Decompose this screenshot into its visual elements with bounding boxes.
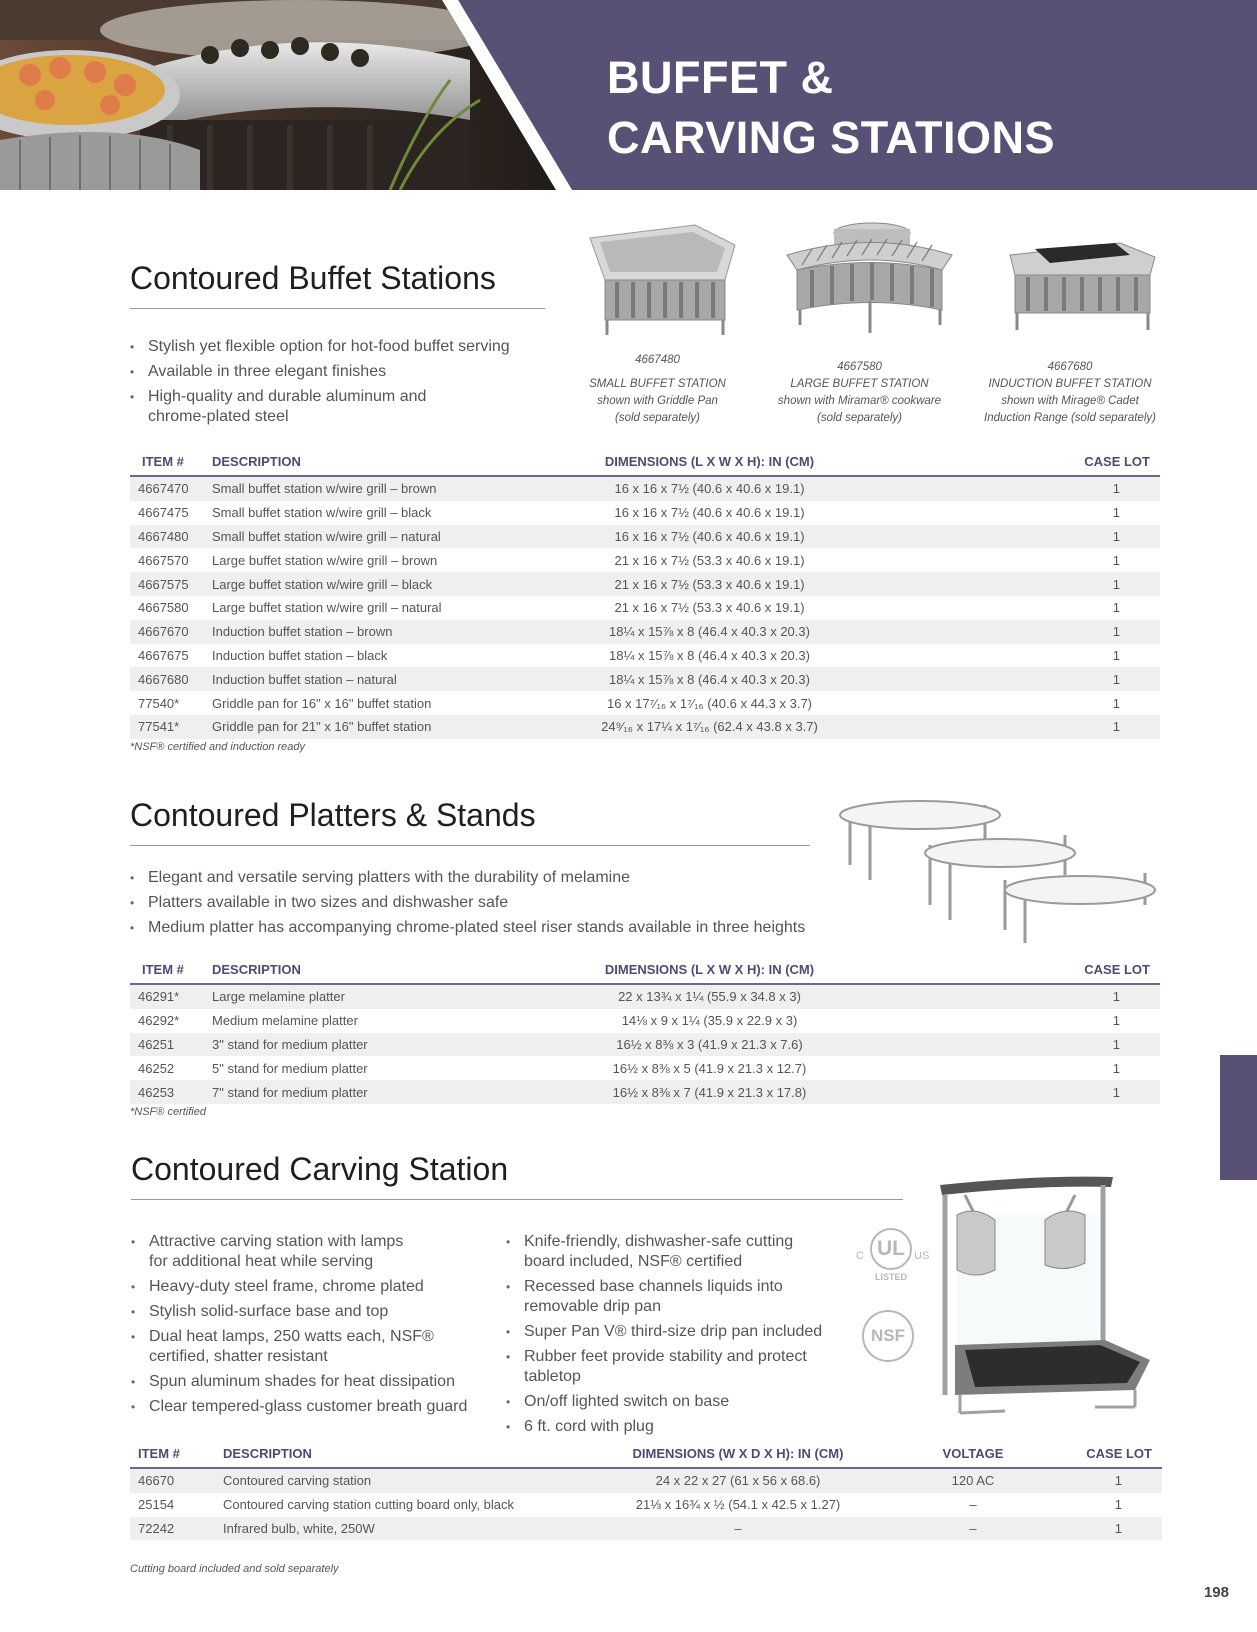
cell-description: Large buffet station w/wire grill – black bbox=[212, 572, 547, 596]
section-side-tab bbox=[1220, 1055, 1257, 1180]
cell-dimensions: 18¼ x 15⅞ x 8 (46.4 x 40.3 x 20.3) bbox=[547, 667, 872, 691]
cell-voltage: – bbox=[969, 1497, 977, 1513]
product-name: INDUCTION BUFFET STATION bbox=[988, 378, 1152, 390]
cell-item: 72242 bbox=[130, 1517, 223, 1541]
product-note: (sold separately) bbox=[614, 412, 700, 424]
bullet-item: • Medium platter has accompanying chrome-plated steel riser stands available in three heights bbox=[130, 918, 830, 938]
cell-item: 46292* bbox=[138, 1013, 180, 1029]
cell-case-lot: 1 bbox=[872, 1080, 1160, 1104]
table-row bbox=[130, 691, 1160, 715]
cell-dimensions: 24⁹⁄₁₆ x 17¼ x 1⁷⁄₁₆ (62.4 x 43.8 x 3.7) bbox=[547, 715, 872, 739]
platters-section-title: Contoured Platters & Stands bbox=[130, 797, 536, 833]
buffet-footnote: *NSF® certified and induction ready bbox=[130, 741, 306, 753]
product-note: Induction Range (sold separately) bbox=[984, 412, 1156, 424]
buffet-table-body bbox=[130, 476, 1160, 739]
cell-dimensions: 16½ x 8⅜ x 5 (41.9 x 21.3 x 12.7) bbox=[612, 1060, 807, 1076]
cell-item: 46291* bbox=[130, 984, 212, 1009]
table-row bbox=[130, 620, 1160, 644]
platters-title-rule bbox=[130, 845, 810, 846]
ul-us-label: US bbox=[914, 1250, 930, 1262]
bullet-item: • Knife-friendly, dishwasher-safe cutting board included, NSF® certified bbox=[506, 1232, 814, 1272]
cell-case-lot: 1 bbox=[1112, 1013, 1120, 1029]
ul-c-label: C bbox=[856, 1250, 864, 1262]
product-caption-small bbox=[570, 352, 745, 427]
ul-mark: UL bbox=[870, 1228, 912, 1270]
cell-dimensions: 21 x 16 x 7½ (53.3 x 40.6 x 19.1) bbox=[614, 600, 805, 616]
table-row bbox=[130, 596, 1160, 620]
cell-description: Induction buffet station – black bbox=[212, 647, 388, 663]
col-header-item: ITEM # bbox=[130, 959, 212, 984]
col-header-description: DESCRIPTION bbox=[212, 959, 547, 984]
cell-dimensions: 21⅓ x 16¾ x ½ (54.1 x 42.5 x 1.27) bbox=[635, 1497, 841, 1513]
bullet-item: • 6 ft. cord with plug bbox=[506, 1417, 841, 1437]
cell-item: 4667470 bbox=[130, 476, 212, 501]
bullet-item: • Dual heat lamps, 250 watts each, NSF® certified, shatter resistant bbox=[131, 1327, 439, 1367]
cell-case-lot: 1 bbox=[1112, 552, 1120, 568]
table-row bbox=[130, 525, 1160, 549]
cell-item: 77541* bbox=[130, 715, 212, 739]
cell-item: 4667480 bbox=[130, 525, 212, 549]
ul-listed-icon bbox=[856, 1228, 936, 1298]
col-header-description: DESCRIPTION bbox=[223, 1443, 583, 1468]
product-note: shown with Mirage® Cadet bbox=[1001, 395, 1139, 407]
table-row bbox=[130, 984, 1160, 1009]
cell-item: 4667575 bbox=[130, 572, 212, 596]
cell-description: 7" stand for medium platter bbox=[212, 1080, 547, 1104]
table-row bbox=[130, 1080, 1160, 1104]
buffet-title-rule bbox=[130, 308, 545, 309]
product-name: SMALL BUFFET STATION bbox=[589, 378, 726, 390]
carving-title-rule bbox=[131, 1199, 903, 1200]
cell-dimensions: 18¼ x 15⅞ x 8 (46.4 x 40.3 x 20.3) bbox=[547, 620, 872, 644]
table-row bbox=[130, 644, 1160, 668]
platters-footnote: *NSF® certified bbox=[130, 1106, 206, 1118]
bullet-item: • Platters available in two sizes and dishwasher safe bbox=[130, 893, 830, 913]
carving-section-title: Contoured Carving Station bbox=[131, 1151, 509, 1187]
cell-description: Contoured carving station bbox=[223, 1468, 583, 1493]
cell-dimensions: 16 x 17⁷⁄₁₆ x 1⁷⁄₁₆ (40.6 x 44.3 x 3.7) bbox=[607, 695, 812, 711]
cell-dimensions: 16½ x 8⅜ x 3 (41.9 x 21.3 x 7.6) bbox=[547, 1033, 872, 1057]
cell-dimensions: 22 x 13¾ x 1¼ (55.9 x 34.8 x 3) bbox=[547, 984, 872, 1009]
cell-item: 25154 bbox=[138, 1497, 175, 1513]
cell-item: 4667680 bbox=[130, 667, 212, 691]
cell-voltage: 120 AC bbox=[893, 1468, 1053, 1493]
bullet-item: • High-quality and durable aluminum and chrome-plated steel bbox=[130, 387, 448, 427]
cell-item: 46670 bbox=[130, 1468, 223, 1493]
cell-case-lot: 1 bbox=[872, 715, 1160, 739]
cell-description: Small buffet station w/wire grill – natural bbox=[212, 525, 547, 549]
ul-listed-label: LISTED bbox=[874, 1272, 907, 1282]
cell-description: Large melamine platter bbox=[212, 984, 547, 1009]
cell-case-lot: 1 bbox=[872, 1033, 1160, 1057]
cell-case-lot: 1 bbox=[872, 525, 1160, 549]
cell-description: 5" stand for medium platter bbox=[212, 1060, 368, 1076]
cell-case-lot: 1 bbox=[872, 667, 1160, 691]
cell-dimensions: 16½ x 8⅜ x 7 (41.9 x 21.3 x 17.8) bbox=[547, 1080, 872, 1104]
bullet-item: • Clear tempered-glass customer breath guard bbox=[131, 1397, 486, 1417]
platters-spec-table bbox=[130, 959, 1160, 1104]
bullet-item: • On/off lighted switch on base bbox=[506, 1392, 841, 1412]
bullet-item: • Attractive carving station with lamps for additional heat while serving bbox=[131, 1232, 419, 1272]
cell-voltage: – bbox=[893, 1517, 1053, 1541]
platters-bullet-list bbox=[130, 868, 830, 943]
small-buffet-station-image bbox=[585, 220, 745, 340]
cell-case-lot: 1 bbox=[872, 620, 1160, 644]
buffet-bullet-list bbox=[130, 337, 550, 432]
product-caption-large bbox=[762, 352, 957, 427]
platters-stands-image bbox=[835, 795, 1165, 945]
col-header-case-lot: CASE LOT bbox=[872, 959, 1160, 984]
cell-dimensions: 16 x 16 x 7½ (40.6 x 40.6 x 19.1) bbox=[614, 505, 805, 521]
table-row bbox=[130, 476, 1160, 501]
col-header-item: ITEM # bbox=[130, 1443, 223, 1468]
cell-description: 3" stand for medium platter bbox=[212, 1033, 547, 1057]
bullet-item: • Spun aluminum shades for heat dissipation bbox=[131, 1372, 486, 1392]
product-note: shown with Griddle Pan bbox=[597, 395, 718, 407]
product-note: (sold separately) bbox=[816, 412, 902, 424]
carving-bullet-list-right bbox=[506, 1232, 841, 1442]
cell-case-lot: 1 bbox=[872, 572, 1160, 596]
table-row bbox=[130, 1468, 1162, 1493]
bullet-item: • Stylish yet flexible option for hot-food buffet serving bbox=[130, 337, 550, 357]
product-item-number: 4667480 bbox=[635, 354, 680, 366]
large-buffet-station-image bbox=[787, 223, 952, 333]
table-row bbox=[130, 667, 1160, 691]
cell-description: Large buffet station w/wire grill – natural bbox=[212, 600, 442, 616]
cell-item: 46252 bbox=[138, 1060, 175, 1076]
carving-table-body bbox=[130, 1468, 1162, 1540]
cell-case-lot: 1 bbox=[1112, 1060, 1120, 1076]
induction-buffet-station-image bbox=[1000, 235, 1165, 340]
hero-food-photo bbox=[0, 0, 580, 190]
cell-dimensions: – bbox=[583, 1517, 893, 1541]
product-caption-induction bbox=[970, 352, 1170, 427]
cell-case-lot: 1 bbox=[1112, 647, 1120, 663]
nsf-icon: NSF bbox=[862, 1310, 914, 1362]
bullet-item: • Elegant and versatile serving platters with the durability of melamine bbox=[130, 868, 830, 888]
product-item-number: 4667680 bbox=[1047, 361, 1093, 373]
cell-description: Infrared bulb, white, 250W bbox=[223, 1517, 583, 1541]
cell-description: Medium melamine platter bbox=[212, 1013, 358, 1029]
cell-dimensions: 16 x 16 x 7½ (40.6 x 40.6 x 19.1) bbox=[547, 525, 872, 549]
cell-description: Contoured carving station cutting board only, black bbox=[223, 1497, 514, 1513]
cell-description: Induction buffet station – brown bbox=[212, 620, 547, 644]
col-header-item: ITEM # bbox=[130, 451, 212, 476]
table-row bbox=[130, 501, 1160, 525]
cell-case-lot: 1 bbox=[872, 984, 1160, 1009]
page-title bbox=[607, 48, 1055, 168]
col-header-dimensions: DIMENSIONS (L X W X H): IN (CM) bbox=[547, 451, 872, 476]
product-item-number: 4667580 bbox=[837, 361, 882, 373]
platters-table-body bbox=[130, 984, 1160, 1104]
cell-description: Griddle pan for 16" x 16" buffet station bbox=[212, 695, 432, 711]
cell-case-lot: 1 bbox=[1112, 600, 1120, 616]
cell-dimensions: 14⅛ x 9 x 1¼ (35.9 x 22.9 x 3) bbox=[621, 1013, 798, 1029]
col-header-dimensions: DIMENSIONS (W X D X H): IN (CM) bbox=[583, 1443, 893, 1468]
col-header-voltage: VOLTAGE bbox=[893, 1443, 1053, 1468]
carving-footnote: Cutting board included and sold separately bbox=[130, 1563, 339, 1575]
carving-station-image bbox=[935, 1175, 1165, 1430]
cell-dimensions: 24 x 22 x 27 (61 x 56 x 68.6) bbox=[583, 1468, 893, 1493]
page-title-line1: BUFFET & bbox=[607, 52, 834, 103]
cell-description: Small buffet station w/wire grill – black bbox=[212, 505, 432, 521]
cell-case-lot: 1 bbox=[1112, 695, 1120, 711]
cell-item: 4667670 bbox=[130, 620, 212, 644]
carving-spec-table bbox=[130, 1443, 1162, 1540]
table-row bbox=[130, 1033, 1160, 1057]
table-row bbox=[130, 572, 1160, 596]
bullet-item: • Super Pan V® third-size drip pan included bbox=[506, 1322, 841, 1342]
col-header-case-lot: CASE LOT bbox=[872, 451, 1160, 476]
cell-description: Induction buffet station – natural bbox=[212, 667, 547, 691]
table-row bbox=[130, 1517, 1162, 1541]
cell-case-lot: 1 bbox=[872, 476, 1160, 501]
cell-item: 4667570 bbox=[138, 552, 189, 568]
bullet-item: • Heavy-duty steel frame, chrome plated bbox=[131, 1277, 486, 1297]
cell-description: Griddle pan for 21" x 16" buffet station bbox=[212, 715, 547, 739]
cell-case-lot: 1 bbox=[1112, 505, 1120, 521]
cell-dimensions: 21 x 16 x 7½ (53.3 x 40.6 x 19.1) bbox=[547, 572, 872, 596]
table-row bbox=[130, 548, 1160, 572]
table-row bbox=[130, 1009, 1160, 1033]
page-title-line2: CARVING STATIONS bbox=[607, 112, 1056, 163]
table-row bbox=[130, 1493, 1162, 1517]
cell-item: 4667675 bbox=[138, 647, 189, 663]
page-number: 198 bbox=[1203, 1584, 1229, 1601]
product-note: shown with Miramar® cookware bbox=[777, 395, 942, 407]
buffet-spec-table bbox=[130, 451, 1160, 739]
cell-description: Small buffet station w/wire grill – brown bbox=[212, 476, 547, 501]
cell-item: 46251 bbox=[130, 1033, 212, 1057]
buffet-section-title: Contoured Buffet Stations bbox=[130, 260, 496, 296]
col-header-description: DESCRIPTION bbox=[212, 451, 547, 476]
bullet-item: • Available in three elegant finishes bbox=[130, 362, 550, 382]
cell-case-lot: 1 bbox=[1114, 1497, 1122, 1513]
cell-item: 4667580 bbox=[138, 600, 189, 616]
cell-dimensions: 18¼ x 15⅞ x 8 (46.4 x 40.3 x 20.3) bbox=[609, 647, 810, 663]
carving-bullet-list-left bbox=[131, 1232, 486, 1422]
col-header-dimensions: DIMENSIONS (L X W X H): IN (CM) bbox=[547, 959, 872, 984]
table-row bbox=[130, 715, 1160, 739]
cell-item: 46253 bbox=[130, 1080, 212, 1104]
col-header-case-lot: CASE LOT bbox=[1053, 1443, 1162, 1468]
cell-dimensions: 16 x 16 x 7½ (40.6 x 40.6 x 19.1) bbox=[547, 476, 872, 501]
cell-item: 77540* bbox=[138, 695, 180, 711]
cell-description: Large buffet station w/wire grill – brown bbox=[212, 552, 438, 568]
cell-case-lot: 1 bbox=[1053, 1468, 1162, 1493]
cell-item: 4667475 bbox=[138, 505, 189, 521]
cell-case-lot: 1 bbox=[1053, 1517, 1162, 1541]
table-row bbox=[130, 1056, 1160, 1080]
bullet-item: • Rubber feet provide stability and protect tabletop bbox=[506, 1347, 824, 1387]
bullet-item: • Recessed base channels liquids into removable drip pan bbox=[506, 1277, 814, 1317]
product-name: LARGE BUFFET STATION bbox=[790, 378, 929, 390]
cell-dimensions: 21 x 16 x 7½ (53.3 x 40.6 x 19.1) bbox=[614, 552, 805, 568]
bullet-item: • Stylish solid-surface base and top bbox=[131, 1302, 486, 1322]
